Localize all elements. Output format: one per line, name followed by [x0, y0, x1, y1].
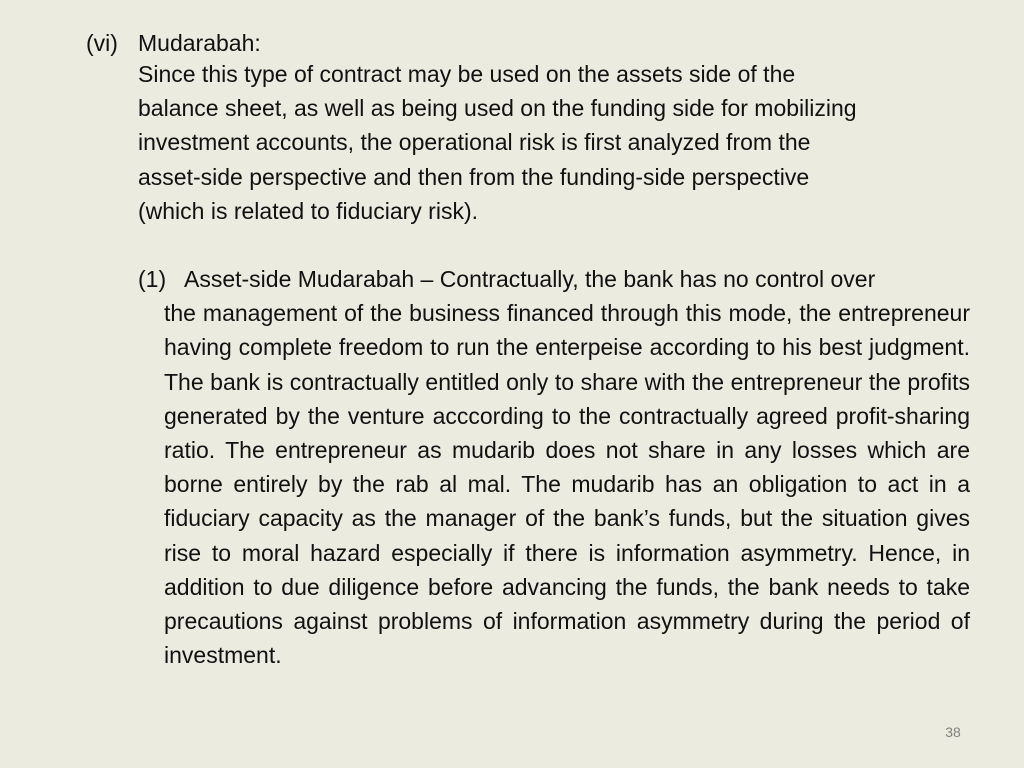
item-marker: (1)	[138, 266, 167, 292]
intro-line: balance sheet, as well as being used on the funding side for mobilizing	[138, 95, 857, 122]
item-first-line	[138, 262, 970, 296]
section-heading	[86, 26, 261, 60]
heading-marker: (vi)	[86, 30, 118, 56]
item-body-text: the management of the business financed through this mode, the entrepreneur having complete freedom to run the enterpeise according to his best judgment. The bank is contractually entitled only to share with the entrepreneur the profits generated by the venture acccording to the contractually agreed profit-sharing ratio. The entrepreneur as mudarib does not share in any losses which are borne entirely by the rab al mal. The mudarib has an obligation to act in a fiduciary capacity as the manager of the bank’s funds, but the situation gives rise to moral hazard especially if there is information asymmetry. Hence, in addition to due diligence before advancing the funds, the bank needs to take precautions against problems of information asymmetry during the period of investment.	[164, 300, 970, 669]
item-lead-text: Asset-side Mudarabah – Contractually, the bank has no control over	[184, 266, 876, 292]
page-number: 38	[945, 724, 961, 740]
intro-line: asset-side perspective and then from the funding-side perspective	[138, 163, 810, 190]
intro-line: investment accounts, the operational risk is first analyzed from the	[138, 129, 811, 156]
numbered-item	[138, 262, 970, 672]
intro-line: Since this type of contract may be used on the assets side of the	[138, 61, 796, 87]
intro-line: (which is related to fiduciary risk).	[138, 197, 478, 224]
heading-title: Mudarabah:	[138, 30, 261, 56]
intro-paragraph	[138, 57, 978, 228]
